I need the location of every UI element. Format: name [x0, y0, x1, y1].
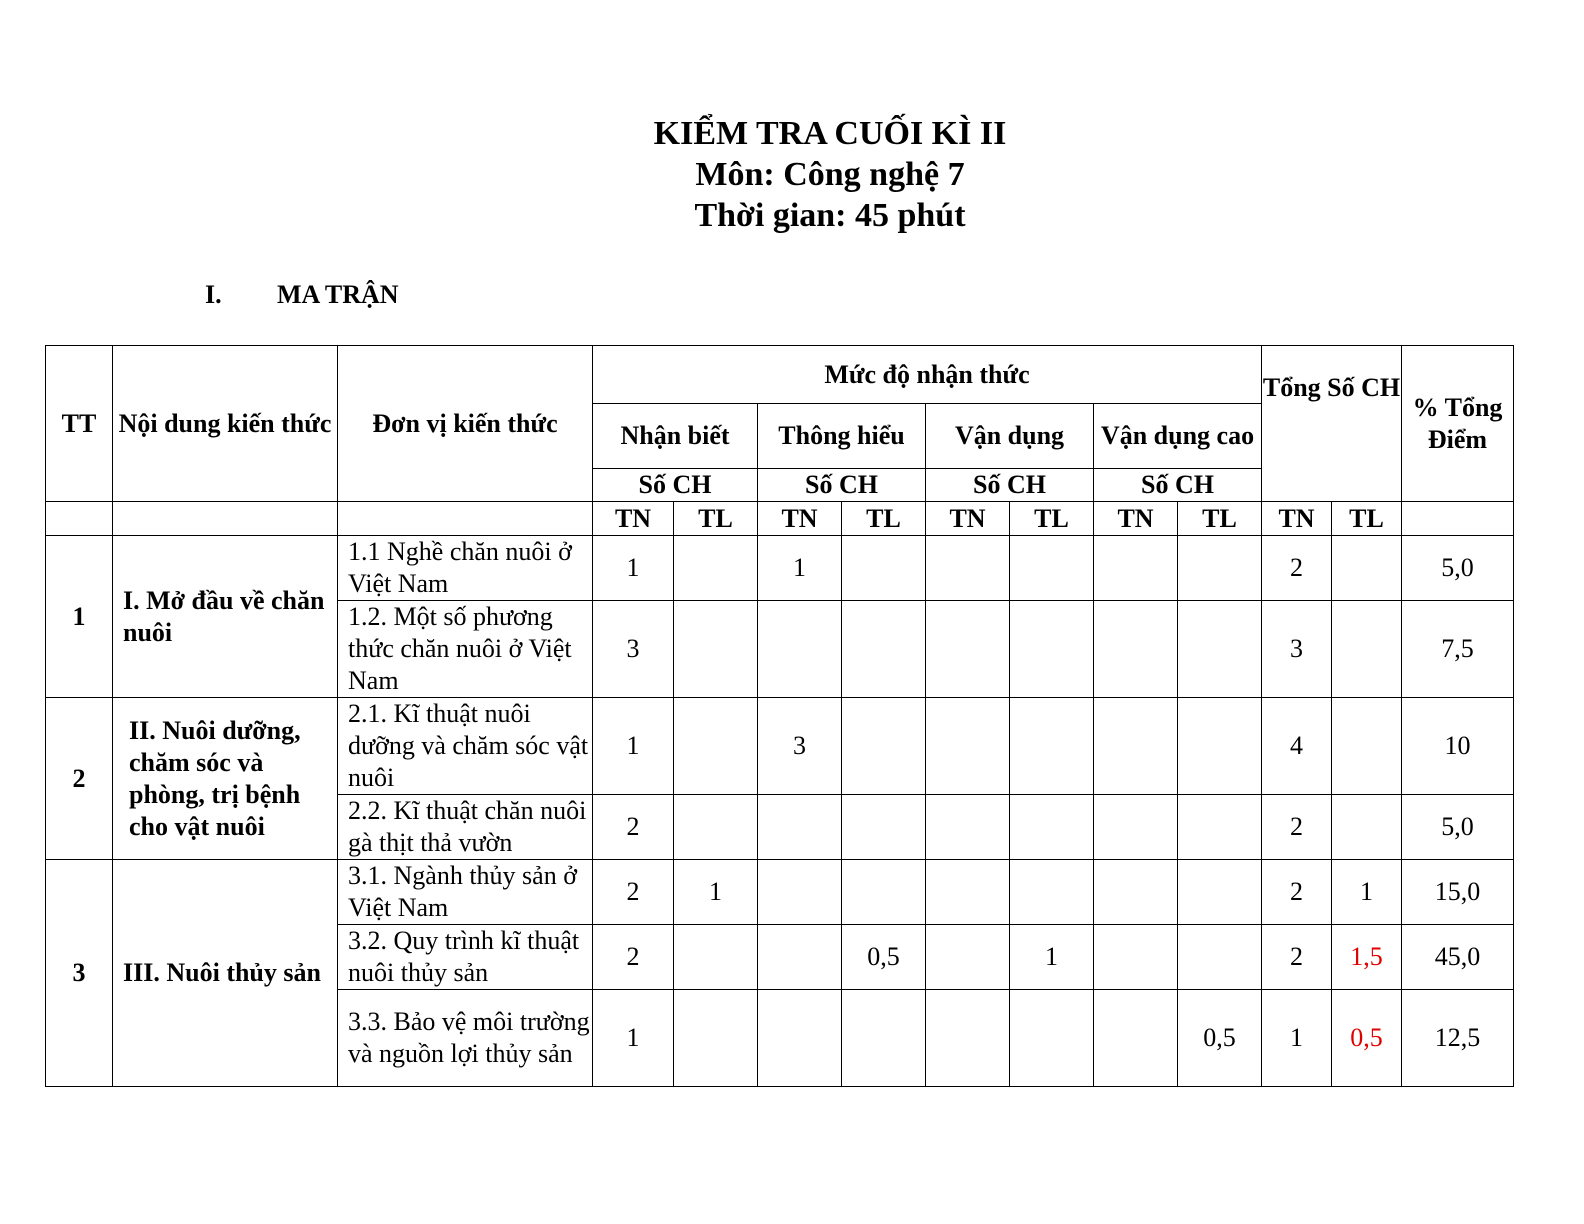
percent-cell: 5,0: [1402, 536, 1514, 601]
value-cell: [674, 990, 758, 1087]
total-tl-cell: [1332, 536, 1402, 601]
header-tt: TT: [46, 346, 113, 502]
header-empty: [46, 502, 113, 536]
value-cell: 3: [593, 601, 674, 698]
value-cell: [1010, 795, 1094, 860]
section-number: I.: [205, 280, 222, 309]
header-empty: [338, 502, 593, 536]
subject-line: Môn: Công nghệ 7: [695, 156, 965, 193]
value-cell: [758, 925, 842, 990]
duration-line: Thời gian: 45 phút: [694, 197, 966, 234]
header-tl: TL: [1010, 502, 1094, 536]
table-row: [46, 698, 1514, 795]
value-cell: 1: [758, 536, 842, 601]
value-cell: 1: [593, 990, 674, 1087]
total-tl-cell: 1: [1332, 860, 1402, 925]
value-cell: [1178, 795, 1262, 860]
value-cell: [674, 925, 758, 990]
value-cell: [842, 795, 926, 860]
value-cell: [842, 990, 926, 1087]
header-tn: TN: [1262, 502, 1332, 536]
group-number: 3: [46, 860, 113, 1087]
percent-cell: 10: [1402, 698, 1514, 795]
total-tn-cell: 2: [1262, 795, 1332, 860]
value-cell: [1010, 536, 1094, 601]
exam-title: KIỂM TRA CUỐI KÌ II: [653, 115, 1007, 152]
header-tl: TL: [842, 502, 926, 536]
value-cell: [674, 698, 758, 795]
value-cell: 2: [593, 795, 674, 860]
value-cell: [1010, 698, 1094, 795]
group-number: 2: [46, 698, 113, 860]
header-tn: TN: [926, 502, 1010, 536]
group-topic: I. Mở đầu về chăn nuôi: [113, 536, 338, 698]
unit-cell: 3.1. Ngành thủy sản ở Việt Nam: [338, 860, 593, 925]
percent-cell: 12,5: [1402, 990, 1514, 1087]
total-tl-cell: [1332, 795, 1402, 860]
total-tn-cell: 2: [1262, 925, 1332, 990]
unit-cell: 2.2. Kĩ thuật chăn nuôi gà thịt thả vườn: [338, 795, 593, 860]
value-cell: [926, 860, 1010, 925]
value-cell: [842, 601, 926, 698]
value-cell: 1: [593, 698, 674, 795]
header-so-ch: Số CH: [926, 469, 1094, 502]
value-cell: [674, 536, 758, 601]
unit-cell: 3.2. Quy trình kĩ thuật nuôi thủy sản: [338, 925, 593, 990]
value-cell: [1178, 925, 1262, 990]
value-cell: [842, 860, 926, 925]
total-tl-cell: [1332, 698, 1402, 795]
value-cell: [1094, 925, 1178, 990]
header-content: Nội dung kiến thức: [113, 346, 338, 502]
header-so-ch: Số CH: [758, 469, 926, 502]
value-cell: [1094, 795, 1178, 860]
percent-cell: 5,0: [1402, 795, 1514, 860]
value-cell: [674, 601, 758, 698]
value-cell: [758, 990, 842, 1087]
value-cell: 0,5: [842, 925, 926, 990]
value-cell: 2: [593, 925, 674, 990]
group-topic: III. Nuôi thủy sản: [113, 860, 338, 1087]
value-cell: [758, 601, 842, 698]
value-cell: [926, 698, 1010, 795]
total-tn-cell: 3: [1262, 601, 1332, 698]
unit-cell: 3.3. Bảo vệ môi trường và nguồn lợi thủy sản: [338, 990, 593, 1087]
value-cell: [842, 536, 926, 601]
value-cell: 0,5: [1178, 990, 1262, 1087]
value-cell: [1178, 860, 1262, 925]
percent-cell: 7,5: [1402, 601, 1514, 698]
value-cell: [926, 601, 1010, 698]
unit-cell: 1.1 Nghề chăn nuôi ở Việt Nam: [338, 536, 593, 601]
value-cell: [1094, 860, 1178, 925]
header-tl: TL: [674, 502, 758, 536]
value-cell: [1178, 536, 1262, 601]
header-tn: TN: [1094, 502, 1178, 536]
total-tn-cell: 2: [1262, 536, 1332, 601]
header-tl: TL: [1178, 502, 1262, 536]
header-level-recognize: Nhận biết: [593, 404, 758, 469]
value-cell: [1010, 990, 1094, 1087]
header-level-understand: Thông hiểu: [758, 404, 926, 469]
value-cell: 3: [758, 698, 842, 795]
value-cell: [1094, 536, 1178, 601]
value-cell: [674, 795, 758, 860]
header-cognitive-level: Mức độ nhận thức: [593, 346, 1262, 404]
knowledge-matrix-table: [45, 345, 1514, 1087]
total-tn-cell: 2: [1262, 860, 1332, 925]
table-row: [46, 536, 1514, 601]
header-so-ch: Số CH: [593, 469, 758, 502]
header-empty: [113, 502, 338, 536]
value-cell: [1010, 860, 1094, 925]
header-tn: TN: [593, 502, 674, 536]
table-row: [46, 860, 1514, 925]
value-cell: [758, 795, 842, 860]
header-row-4: [46, 502, 1514, 536]
value-cell: [926, 795, 1010, 860]
value-cell: [926, 536, 1010, 601]
header-empty: [1402, 502, 1514, 536]
value-cell: [1178, 698, 1262, 795]
value-cell: 1: [593, 536, 674, 601]
percent-cell: 15,0: [1402, 860, 1514, 925]
value-cell: [926, 925, 1010, 990]
value-cell: 1: [1010, 925, 1094, 990]
header-so-ch: Số CH: [1094, 469, 1262, 502]
header-level-apply: Vận dụng: [926, 404, 1094, 469]
header-tn: TN: [758, 502, 842, 536]
group-number: 1: [46, 536, 113, 698]
total-tl-cell-highlight: 1,5: [1332, 925, 1402, 990]
header-total: Tổng Số CH: [1262, 346, 1402, 502]
value-cell: [926, 990, 1010, 1087]
header-level-apply-high: Vận dụng cao: [1094, 404, 1262, 469]
value-cell: [842, 698, 926, 795]
section-title: MA TRẬN: [277, 280, 399, 309]
total-tn-cell: 1: [1262, 990, 1332, 1087]
total-tl-cell: [1332, 601, 1402, 698]
header-tl: TL: [1332, 502, 1402, 536]
value-cell: [1010, 601, 1094, 698]
header-percent: % Tổng Điểm: [1402, 346, 1514, 502]
group-topic: II. Nuôi dưỡng, chăm sóc và phòng, trị bệnh cho vật nuôi: [113, 698, 338, 860]
percent-cell: 45,0: [1402, 925, 1514, 990]
value-cell: 2: [593, 860, 674, 925]
unit-cell: 1.2. Một số phương thức chăn nuôi ở Việt Nam: [338, 601, 593, 698]
value-cell: [1094, 990, 1178, 1087]
value-cell: [758, 860, 842, 925]
value-cell: [1094, 698, 1178, 795]
header-row-1: [46, 346, 1514, 404]
unit-cell: 2.1. Kĩ thuật nuôi dưỡng và chăm sóc vật nuôi: [338, 698, 593, 795]
total-tn-cell: 4: [1262, 698, 1332, 795]
value-cell: [1178, 601, 1262, 698]
total-tl-cell-highlight: 0,5: [1332, 990, 1402, 1087]
value-cell: [1094, 601, 1178, 698]
header-unit: Đơn vị kiến thức: [338, 346, 593, 502]
value-cell: 1: [674, 860, 758, 925]
